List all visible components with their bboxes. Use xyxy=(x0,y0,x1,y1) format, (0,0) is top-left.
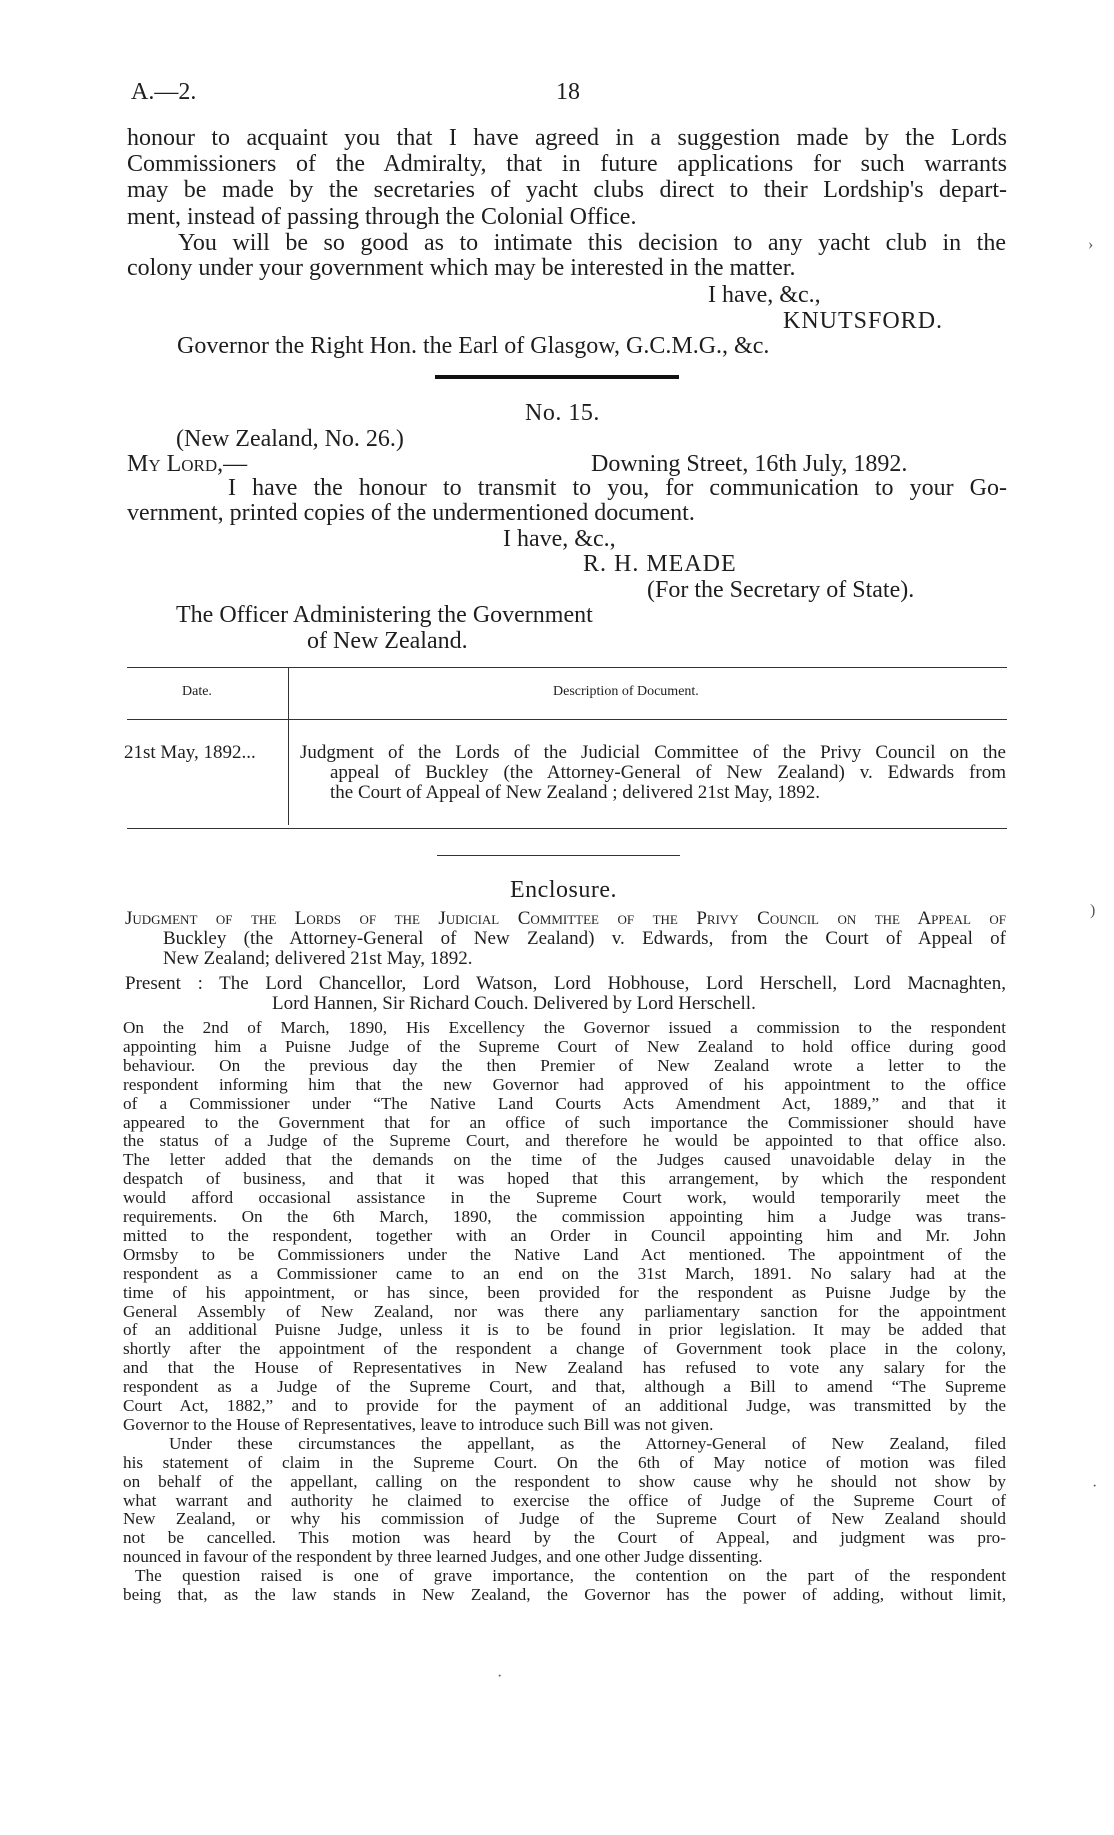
paragraph-line: what warrant and authority he claimed to exercise the office of Judge of the Supreme Court of xyxy=(123,1491,1006,1510)
signature-note: (For the Secretary of State). xyxy=(647,577,915,603)
paragraph-line: nounced in favour of the respondent by three learned Judges, and one other Judge dissenting. xyxy=(123,1547,763,1567)
paragraph-line: being that, as the law stands in New Zealand, the Governor has the power of adding, without limit, xyxy=(123,1586,1006,1604)
text-line: honour to acquaint you that I have agreed in a suggestion made by the Lords xyxy=(127,126,1007,150)
text-line: vernment, printed copies of the undermentioned document. xyxy=(127,500,695,526)
paragraph-line: respondent as a Commissioner came to an end on the 31st March, 1891. No salary had at the xyxy=(123,1264,1006,1283)
table-header-date: Date. xyxy=(182,684,212,699)
table-cell-description: appeal of Buckley (the Attorney-General of New Zealand) v. Edwards from xyxy=(330,763,1006,782)
text-line: You will be so good as to intimate this decision to any yacht club in the xyxy=(178,231,1006,255)
paragraph-line: shortly after the appointment of the respondent a change of Government took place in the colony, xyxy=(123,1340,1006,1359)
paragraph-line: respondent informing him that the new Governor had approved of his appointment to the office xyxy=(123,1075,1006,1094)
paragraph-line: on behalf of the appellant, calling on the respondent to show cause why he should not show by xyxy=(123,1472,1006,1491)
present-line: Lord Hannen, Sir Richard Couch. Delivered by Lord Herschell. xyxy=(272,993,756,1014)
section-divider xyxy=(435,375,679,379)
table-cell-date: 21st May, 1892... xyxy=(124,742,256,763)
paragraph-line: Ormsby to be Commissioners under the Native Land Act mentioned. The appointment of the xyxy=(123,1245,1006,1264)
addressee: of New Zealand. xyxy=(307,628,468,654)
letter-heading: No. 15. xyxy=(525,400,600,426)
present-line: Present : The Lord Chancellor, Lord Watson, Lord Hobhouse, Lord Herschell, Lord Macnaghten, xyxy=(125,974,1006,993)
signature: KNUTSFORD. xyxy=(783,308,944,334)
paragraph-line: the status of a Judge of the Supreme Court, and therefore he would be appointed to that office also. xyxy=(123,1132,1006,1151)
paragraph-line: despatch of business, and that it was hoped that this arrangement, by which the respondent xyxy=(123,1170,1006,1189)
enclosure-title: Judgment of the Lords of the Judicial Committee of the Privy Council on the Appeal of xyxy=(125,909,1006,928)
text-line: ment, instead of passing through the Colonial Office. xyxy=(127,204,637,230)
paragraph-line: would afford occasional assistance in the Supreme Court work, would temporarily meet the xyxy=(123,1189,1006,1208)
page-number: 18 xyxy=(556,79,580,105)
paragraph-line: Under these circumstances the appellant, as the Attorney-General of New Zealand, filed xyxy=(169,1434,1006,1453)
margin-mark: ) xyxy=(1090,902,1096,919)
paragraph-line: appeared to the Government that for an office of such importance the Commissioner should have xyxy=(123,1113,1006,1132)
signature: R. H. MEADE xyxy=(583,551,737,577)
paragraph-line: The letter added that the demands on the time of the Judges caused unavoidable delay in the xyxy=(123,1151,1006,1170)
place-date: Downing Street, 16th July, 1892. xyxy=(591,451,908,477)
salutation: My Lord,— xyxy=(127,451,248,477)
paragraph-line: not be cancelled. This motion was heard by the Court of Appeal, and judgment was pro- xyxy=(123,1529,1006,1548)
table-column-divider xyxy=(288,668,289,825)
text-line: I have the honour to transmit to you, for communication to your Go- xyxy=(228,476,1007,500)
text-line: may be made by the secretaries of yacht clubs direct to their Lordship's depart- xyxy=(127,178,1007,202)
paragraph-line: The question raised is one of grave importance, the contention on the part of the respondent xyxy=(135,1567,1006,1586)
table-cell-description: the Court of Appeal of New Zealand ; delivered 21st May, 1892. xyxy=(330,782,821,803)
margin-mark: › xyxy=(1088,236,1094,253)
document-reference: A.—2. xyxy=(131,79,197,105)
addressee: Governor the Right Hon. the Earl of Glasgow, G.C.M.G., &c. xyxy=(177,333,770,359)
addressee: The Officer Administering the Government xyxy=(176,602,593,628)
table-rule-bottom xyxy=(127,828,1007,829)
table-header-description: Description of Document. xyxy=(553,684,699,699)
table-cell-description: Judgment of the Lords of the Judicial Committee of the Privy Council on the xyxy=(300,743,1006,762)
paragraph-line: behaviour. On the previous day the then Premier of New Zealand wrote a letter to the xyxy=(123,1056,1006,1075)
section-divider xyxy=(437,855,680,856)
paragraph-line: New Zealand, or why his commission of Judge of the Supreme Court of New Zealand should xyxy=(123,1510,1006,1529)
paragraph-line: mitted to the respondent, together with an Order in Council appointing him and Mr. John xyxy=(123,1226,1006,1245)
margin-mark: · xyxy=(1092,1478,1098,1495)
paragraph-line: requirements. On the 6th March, 1890, the commission appointing him a Judge was trans- xyxy=(123,1208,1006,1226)
table-rule-header xyxy=(127,719,1007,720)
letter-series: (New Zealand, No. 26.) xyxy=(176,426,404,452)
text-line: colony under your government which may be interested in the matter. xyxy=(127,255,796,281)
paragraph-line: of an additional Puisne Judge, unless it is to be found in prior legislation. It may be added that xyxy=(123,1321,1006,1340)
paragraph-line: and that the House of Representatives in New Zealand has refused to vote any salary for the xyxy=(123,1359,1006,1378)
paragraph-line: appointing him a Puisne Judge of the Supreme Court of New Zealand to hold office during good xyxy=(123,1037,1006,1056)
paragraph-line: On the 2nd of March, 1890, His Excellency the Governor issued a commission to the respondent xyxy=(123,1019,1006,1037)
margin-mark: · xyxy=(497,1668,503,1685)
letter-closing: I have, &c., xyxy=(708,282,821,308)
table-rule-top xyxy=(127,667,1007,668)
enclosure-title: New Zealand; delivered 21st May, 1892. xyxy=(163,948,473,969)
paragraph-line: respondent as a Judge of the Supreme Court, and that, although a Bill to amend “The Supreme xyxy=(123,1378,1006,1397)
enclosure-title: Buckley (the Attorney-General of New Zealand) v. Edwards, from the Court of Appeal of xyxy=(163,929,1006,948)
paragraph-line: of a Commissioner under “The Native Land Courts Acts Amendment Act, 1889,” and that it xyxy=(123,1094,1006,1113)
paragraph-line: Court Act, 1882,” and to provide for the payment of an additional Judge, was transmitted by the xyxy=(123,1397,1006,1415)
paragraph-line: his statement of claim in the Supreme Court. On the 6th of May notice of motion was filed xyxy=(123,1453,1006,1472)
paragraph-line: Governor to the House of Representatives, leave to introduce such Bill was not given. xyxy=(123,1414,714,1434)
letter-closing: I have, &c., xyxy=(503,526,616,552)
enclosure-heading: Enclosure. xyxy=(510,877,617,903)
text-line: Commissioners of the Admiralty, that in future applications for such warrants xyxy=(127,152,1007,176)
paragraph-line: time of his appointment, or has since, been provided for the respondent as Puisne Judge by the xyxy=(123,1283,1006,1302)
paragraph-line: General Assembly of New Zealand, nor was there any parliamentary sanction for the appointment xyxy=(123,1302,1006,1321)
